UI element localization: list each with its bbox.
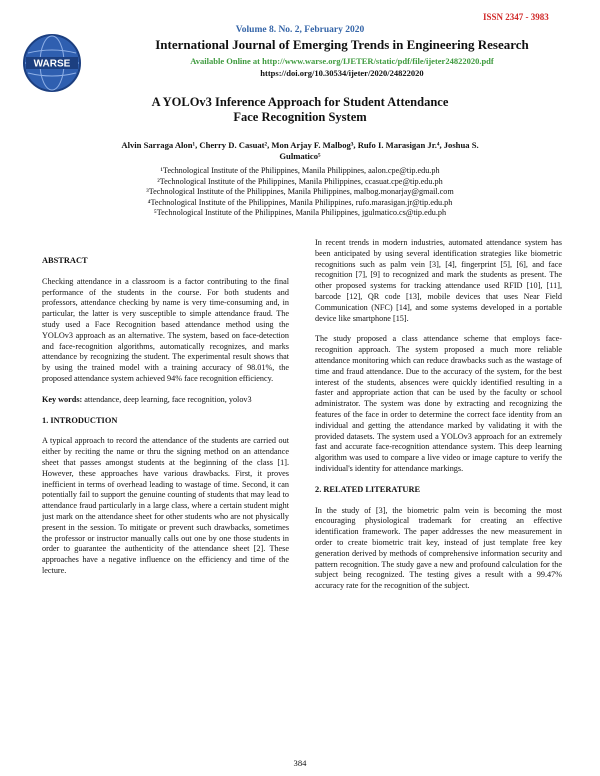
authors-line-2: Gulmatico⁵ — [279, 151, 321, 161]
volume-issue: Volume 8. No. 2, February 2020 — [235, 25, 365, 35]
related-literature-text: In the study of [3], the biometric palm vein is becoming the most encouraging physiological trademark for creating an effective identification framework. The paper addresses the new measurement in order to create biometric trait key, instead of just template free key generation derived by methods of comprehensive information security and pattern recognition. The study gave a new and profound calculation for the subject being recognized. The testing gives a result with a 99.47% accuracy rate for the recognition of the subject. — [315, 505, 562, 591]
journal-title: International Journal of Emerging Trends in Engineering Research — [155, 37, 529, 52]
right-column — [315, 238, 562, 592]
affiliation-1: ¹Technological Institute of the Philippines, Manila Philippines, aalon.cpe@tip.edu.ph — [160, 166, 440, 175]
authors-line-1: Alvin Sarraga Alon¹, Cherry D. Casuat², Mon Arjay F. Malbog³, Rufo I. Marasigan Jr.⁴, Joshua S. — [121, 140, 479, 150]
logo-text: WARSE — [33, 58, 71, 70]
available-online-link[interactable]: Available Online at http://www.warse.org/IJETER/static/pdf/file/ijeter24822020.pdf — [190, 56, 494, 66]
introduction-heading: 1. INTRODUCTION — [42, 415, 118, 425]
author-list — [80, 140, 520, 162]
intro-paragraph-2: In recent trends in modern industries, automated attendance system has been anticipated by using several identification strategies like biometric recognitions such as palm vein [3], [4], fingerprint [5], [6], and face recognition [7], [9] to recognized and mark the students as present. The other proposed systems for tracking attendance used RFID [10], [11], barcode [12], QR code [13], mobile devices that uses Near Field Communication (NFC) [14], and some systems developed in a portable device like smartphone [15]. — [315, 238, 562, 323]
affiliation-4: ⁴Technological Institute of the Philippines, Manila Philippines, rufo.marasigan.jr@tip.edu.ph — [147, 197, 453, 207]
abstract-heading: ABSTRACT — [42, 256, 88, 265]
intro-paragraph-3: The study proposed a class attendance scheme that employs face-recognition approach. The system proposed a much more reliable attendance monitoring which can reduce drawbacks such as the wastage of time and fraud attendance. Due to the accuracy of the system, for the best interest of the students, absences were quickly identified resulting in a faster and appropriate action that can be used by the faculty or school administrator. The system was done by extracting and recognizing the features of the face in order to determine the correct face identity from an individual and getting the attendance marked by validating it with the provided datasets. The system used a YOLOv3 approach for an extremely fast and accurate face-recognition attendance system. This deep learning algorithm was used to compare a live video or image capture to verify the individual's identity for attendance markings. — [315, 334, 562, 473]
warse-logo — [22, 33, 82, 93]
affiliation-5: ⁵Technological Institute of the Philippines, Manila Philippines, jgulmatico.cs@tip.edu.ph — [153, 208, 447, 218]
title-line-2: Face Recognition System — [233, 110, 367, 124]
affiliations — [60, 166, 540, 219]
affiliation-3: ³Technological Institute of the Philippines, Manila Philippines, malbog.monarjay@gmail.com — [146, 187, 454, 197]
keywords-label: Key words: — [42, 394, 83, 404]
title-line-1: A YOLOv3 Inference Approach for Student Attendance — [151, 95, 449, 109]
issn-label: ISSN 2347 - 3983 — [483, 12, 549, 22]
abstract-text: Checking attendance in a classroom is a factor contributing to the final performance of the students in the course. For both students and professors, attendance checking by name is very time-consuming and, in particular, the latter is very susceptible to simple attendance fraud. The study used a Face Recognition based attendance method using the YOLOv3 approach as an alternative. The system, based on face-detection and face-recognition algorithms, automatically recognizes, and marks attendance by recognizing the student. The experimental result shows that by using the trained model with a training accuracy of 98.01%, the proposed attendance system achieved 94% face recognition efficiency. — [42, 276, 289, 383]
doi-link[interactable]: https://doi.org/10.30534/ijeter/2020/24822020 — [260, 68, 424, 78]
keywords — [42, 395, 289, 406]
introduction-text: A typical approach to record the attendance of the students are carried out either by reciting the name or thru the signing method on an attendance sheet that passes amongst students at the beginning of the class [1]. However, these approaches have various drawbacks. First, it proves inefficient in terms of overhead leading to wastage of time. Second, it can potentially fail to support the genuine counting of students that may lead to attendance fraud particularly in a large class, where a certain student might just mark on the attendance sheet for other students who are not physically present in the session. To mitigate or prevent such drawbacks, sometimes the professor or instructor manually calls out one by one those students in order to guarantee the authenticity of the attendance sheet [2]. These approaches have a negative influence on the efficiency and time of the lecture. — [42, 436, 289, 575]
left-column — [42, 238, 289, 577]
paper-title — [60, 95, 540, 125]
related-literature-heading: 2. RELATED LITERATURE — [315, 484, 421, 494]
keywords-text: attendance, deep learning, face recognition, yolov3 — [82, 394, 252, 404]
affiliation-2: ²Technological Institute of the Philippines, Manila Philippines, ccasuat.cpe@tip.edu.ph — [157, 176, 443, 186]
page-number: 384 — [293, 758, 307, 768]
